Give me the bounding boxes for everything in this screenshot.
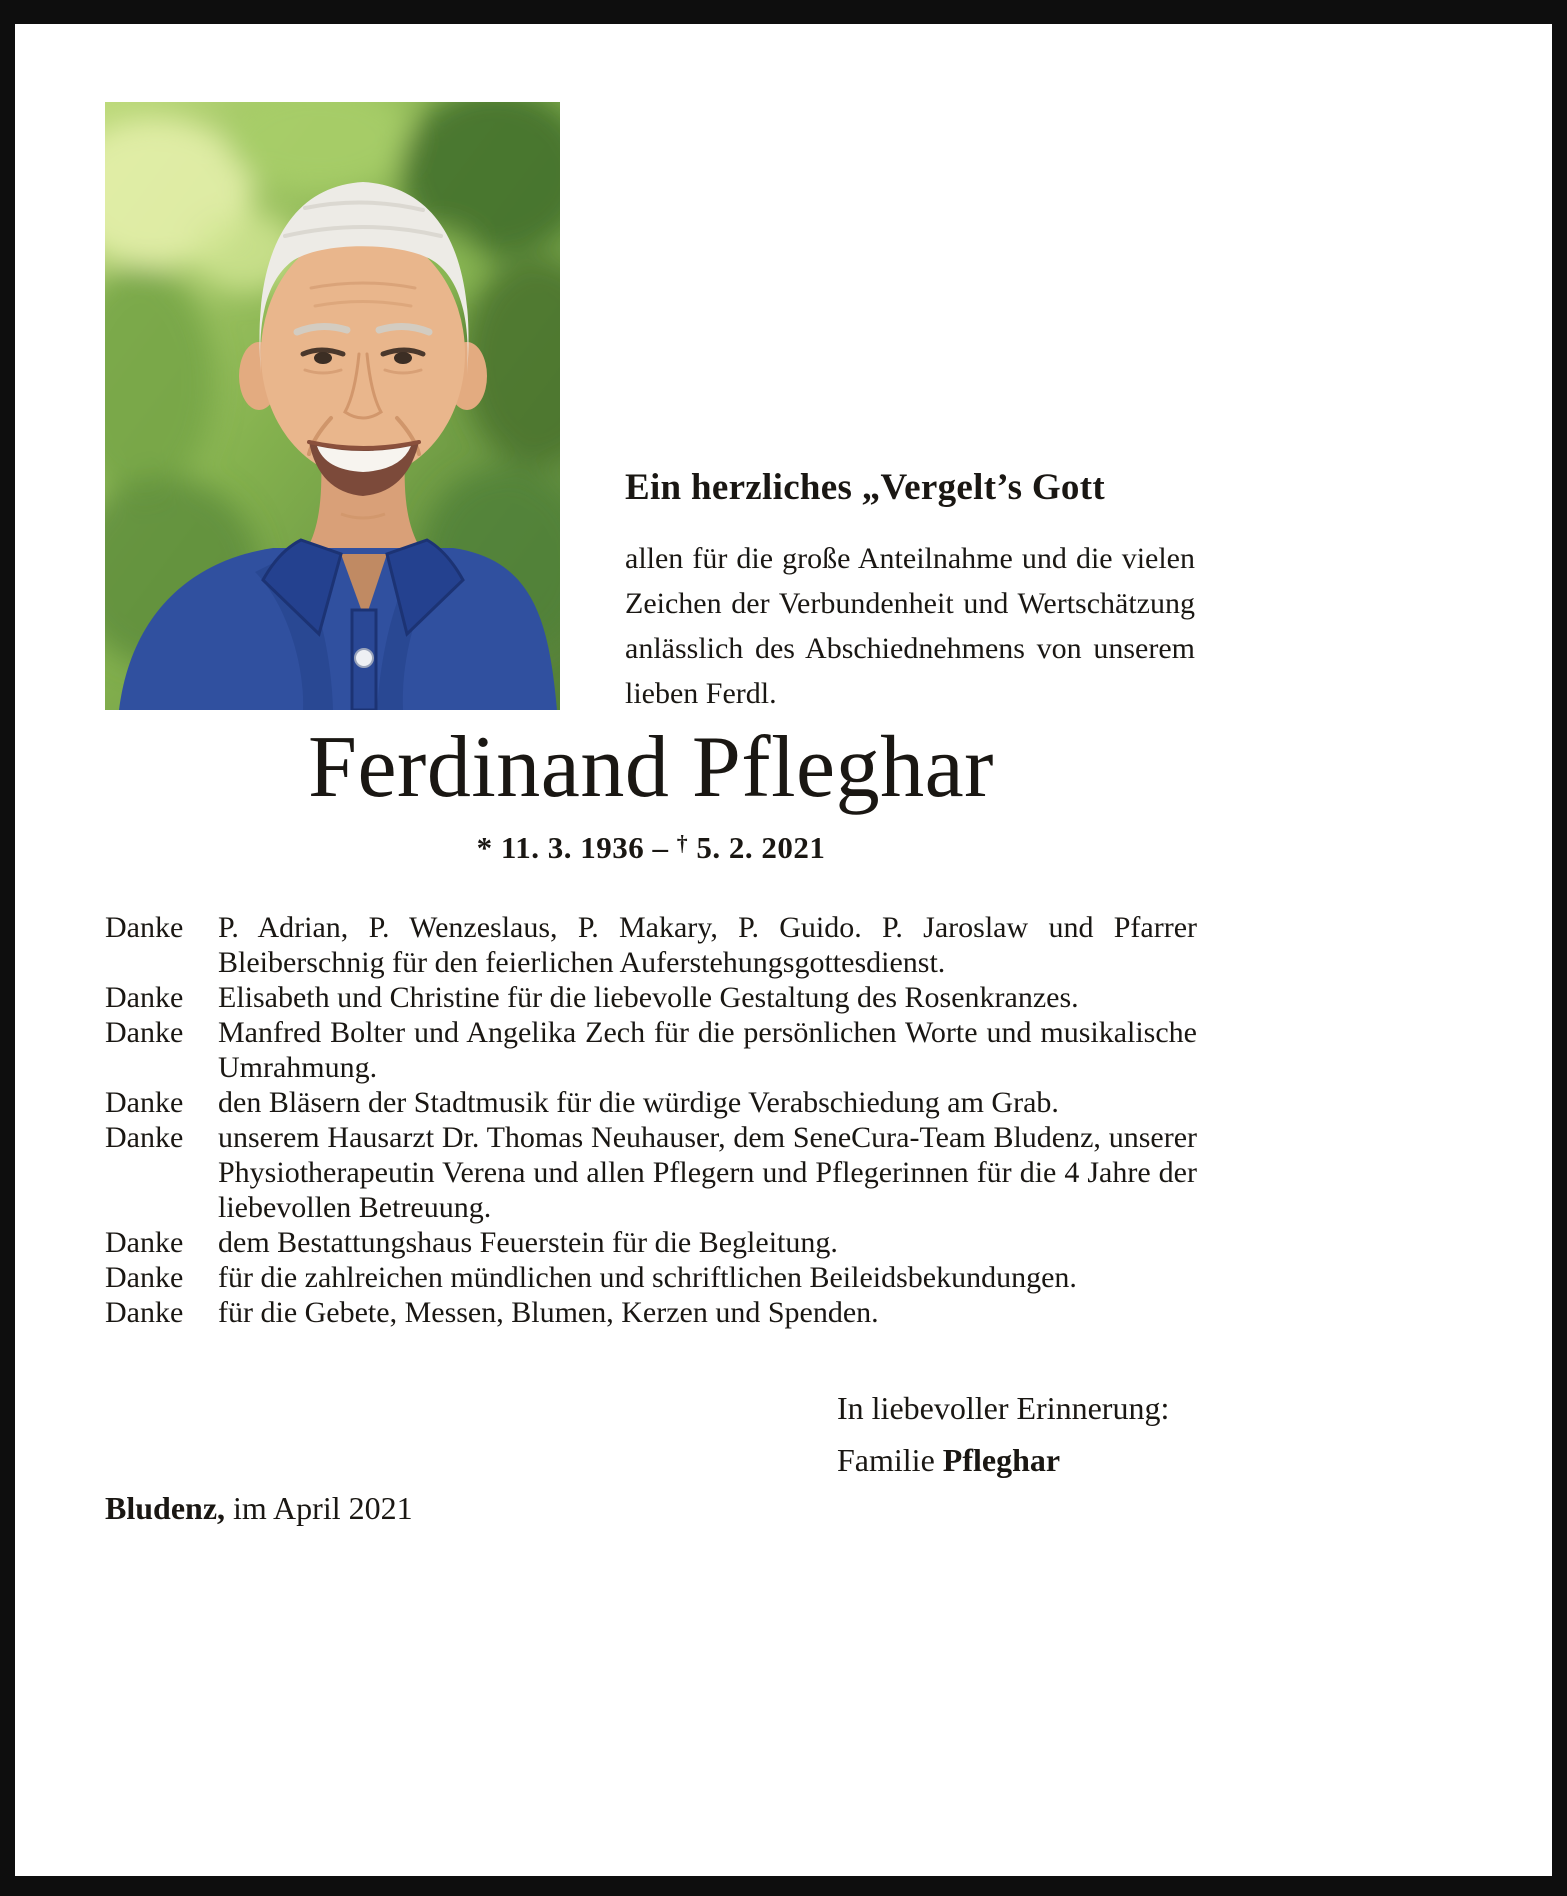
obituary-card <box>15 24 1552 1876</box>
thanks-text: dem Bestattungshaus Feuerstein für die Begleitung. <box>218 1226 838 1259</box>
thanks-text: Manfred Bolter und Angelika Zech für die persönlichen Worte und musikalische Umrahmung. <box>218 1016 1197 1084</box>
face <box>261 230 465 478</box>
thanks-label: Danke <box>105 911 184 944</box>
thanks-label: Danke <box>105 1121 184 1154</box>
thanks-item <box>105 980 1197 1015</box>
left-eye <box>314 352 332 364</box>
thanks-item <box>105 1295 1197 1330</box>
death-date: 5. 2. 2021 <box>688 829 826 865</box>
thanks-item <box>105 1260 1197 1295</box>
dagger-symbol: † <box>676 830 689 855</box>
thanks-text: den Bläsern der Stadtmusik für die würdige Verabschiedung am Grab. <box>218 1086 1059 1119</box>
date: im April 2021 <box>225 1490 413 1526</box>
thanks-label: Danke <box>105 981 184 1014</box>
thanks-text: P. Adrian, P. Wenzeslaus, P. Makary, P. Guido. P. Jaroslaw und Pfarrer Bleiberschnig für den feierlichen Auferstehungsgottesdienst. <box>218 911 1197 979</box>
thanks-label: Danke <box>105 1226 184 1259</box>
intro-heading: Ein herzliches „Vergelt’s Gott <box>625 467 1105 508</box>
deceased-block <box>105 719 1197 866</box>
thanks-item <box>105 910 1197 980</box>
place-date-line <box>105 1490 413 1527</box>
thanks-label: Danke <box>105 1261 184 1294</box>
thanks-item <box>105 1015 1197 1085</box>
thanks-item <box>105 1225 1197 1260</box>
thanks-label: Danke <box>105 1086 184 1119</box>
portrait-illustration <box>105 102 560 710</box>
thanks-list <box>105 910 1197 1330</box>
place: Bludenz, <box>105 1490 226 1526</box>
family-name: Pfleghar <box>942 1442 1061 1478</box>
shirt-button <box>355 649 373 667</box>
life-dates <box>105 830 1197 866</box>
birth-date: * 11. 3. 1936 <box>476 829 645 865</box>
thanks-label: Danke <box>105 1016 184 1049</box>
deceased-name: Ferdinand Pfleghar <box>308 719 994 816</box>
family-prefix: Familie <box>837 1442 943 1478</box>
family-line <box>837 1434 1209 1486</box>
portrait-photo <box>105 102 560 710</box>
memory-line: In liebevoller Erinnerung: <box>837 1390 1170 1426</box>
thanks-text: für die zahlreichen mündlichen und schriftlichen Beileidsbekundungen. <box>218 1261 1077 1294</box>
intro-body: allen für die große Anteilnahme und die vielen Zeichen der Verbundenheit und Wertschätzung anlässlich des Abschiednehmens von unserem lieben Ferdl. <box>625 542 1195 710</box>
right-eye <box>394 352 412 364</box>
intro-section <box>625 466 1195 716</box>
thanks-text: für die Gebete, Messen, Blumen, Kerzen und Spenden. <box>218 1296 879 1329</box>
closing-block <box>837 1382 1209 1486</box>
date-separator: – <box>644 829 677 865</box>
thanks-item <box>105 1085 1197 1120</box>
thanks-label: Danke <box>105 1296 184 1329</box>
thanks-text: Elisabeth und Christine für die liebevolle Gestaltung des Rosenkranzes. <box>218 981 1079 1014</box>
thanks-text: unserem Hausarzt Dr. Thomas Neuhauser, dem SeneCura-Team Bludenz, unserer Physiotherapeutin Verena und allen Pflegern und Pflegerinnen für die 4 Jahre der liebevollen Betreuung. <box>218 1121 1197 1224</box>
thanks-item <box>105 1120 1197 1225</box>
